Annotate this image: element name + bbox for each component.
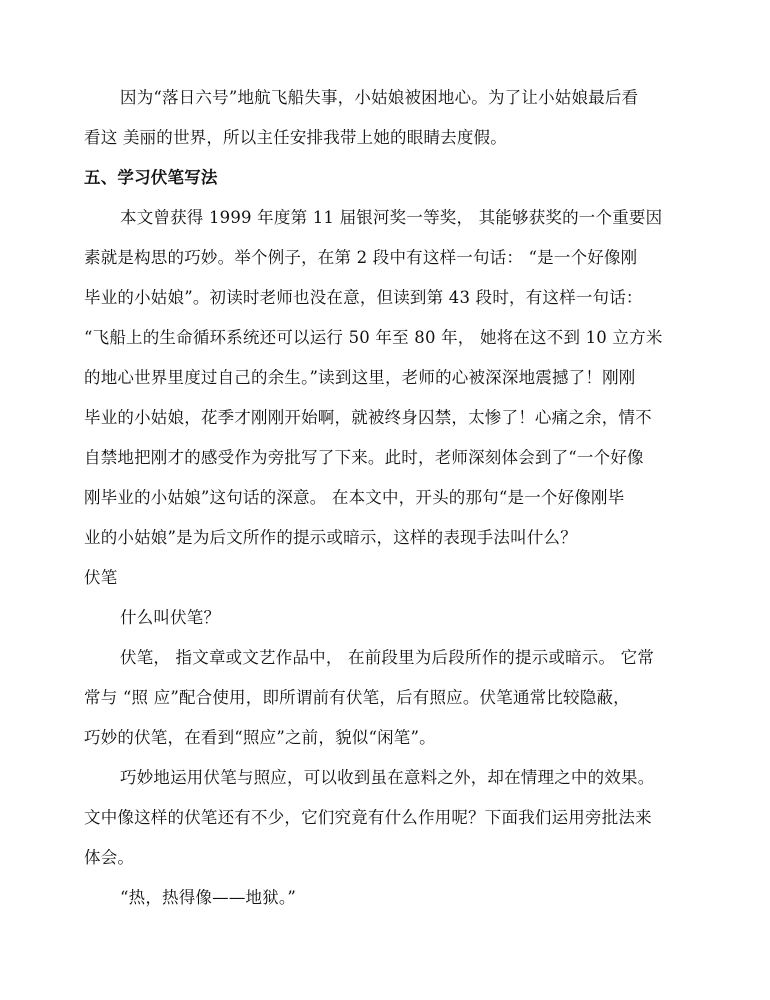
paragraph-line: 看这 美丽的世界，所以主任安排我带上她的眼睛去度假。 (84, 128, 507, 147)
paragraph-line: 巧妙的伏笔，在看到“照应”之前，貌似“闲笔”。 (84, 728, 436, 747)
section-heading: 五、学习伏笔写法 (84, 168, 218, 187)
term-line: 伏笔 (84, 568, 118, 587)
paragraph-line: 文中像这样的伏笔还有不少，它们究竟有什么作用呢？下面我们运用旁批法来 (84, 808, 652, 827)
paragraph-line: 刚毕业的小姑娘”这句话的深意。 在本文中，开头的那句“是一个好像刚毕 (84, 488, 625, 507)
paragraph-line: 本文曾获得 1999 年度第 11 届银河奖一等奖， 其能够获奖的一个重要因 (120, 208, 663, 227)
paragraph-line: 毕业的小姑娘”。初读时老师也没在意，但读到第 43 段时，有这样一句话： (84, 288, 643, 307)
paragraph-line: 因为“落日六号”地航飞船失事，小姑娘被困地心。为了让小姑娘最后看 (120, 88, 639, 107)
paragraph-line: 自禁地把刚才的感受作为旁批写了下来。此时，老师深刻体会到了“一个好像 (84, 448, 644, 467)
paragraph-line: 巧妙地运用伏笔与照应，可以收到虽在意料之外，却在情理之中的效果。 (120, 768, 655, 787)
paragraph-line: “飞船上的生命循环系统还可以运行 50 年至 80 年， 她将在这不到 10 立方米 (84, 328, 663, 347)
paragraph-line: 业的小姑娘”是为后文所作的提示或暗示，这样的表现手法叫什么？ (84, 528, 577, 547)
paragraph-line: 体会。 (84, 848, 135, 867)
paragraph-line: 常与 “照 应”配合使用，即所谓前有伏笔，后有照应。伏笔通常比较隐蔽， (84, 688, 630, 707)
paragraph-line: 素就是构思的巧妙。举个例子，在第 2 段中有这样一句话： “是一个好像刚 (84, 248, 638, 267)
paragraph-line: 的地心世界里度过自己的余生。”读到这里，老师的心被深深地震撼了！刚刚 (84, 368, 636, 387)
quote-line: “热，热得像——地狱。” (120, 888, 297, 907)
question-line: 什么叫伏笔？ (120, 608, 221, 627)
paragraph-line: 伏笔， 指文章或文艺作品中， 在前段里为后段所作的提示或暗示。 它常 (120, 648, 655, 667)
paragraph-line: 毕业的小姑娘，花季才刚刚开始啊，就被终身囚禁，太惨了！心痛之余，情不 (84, 408, 652, 427)
